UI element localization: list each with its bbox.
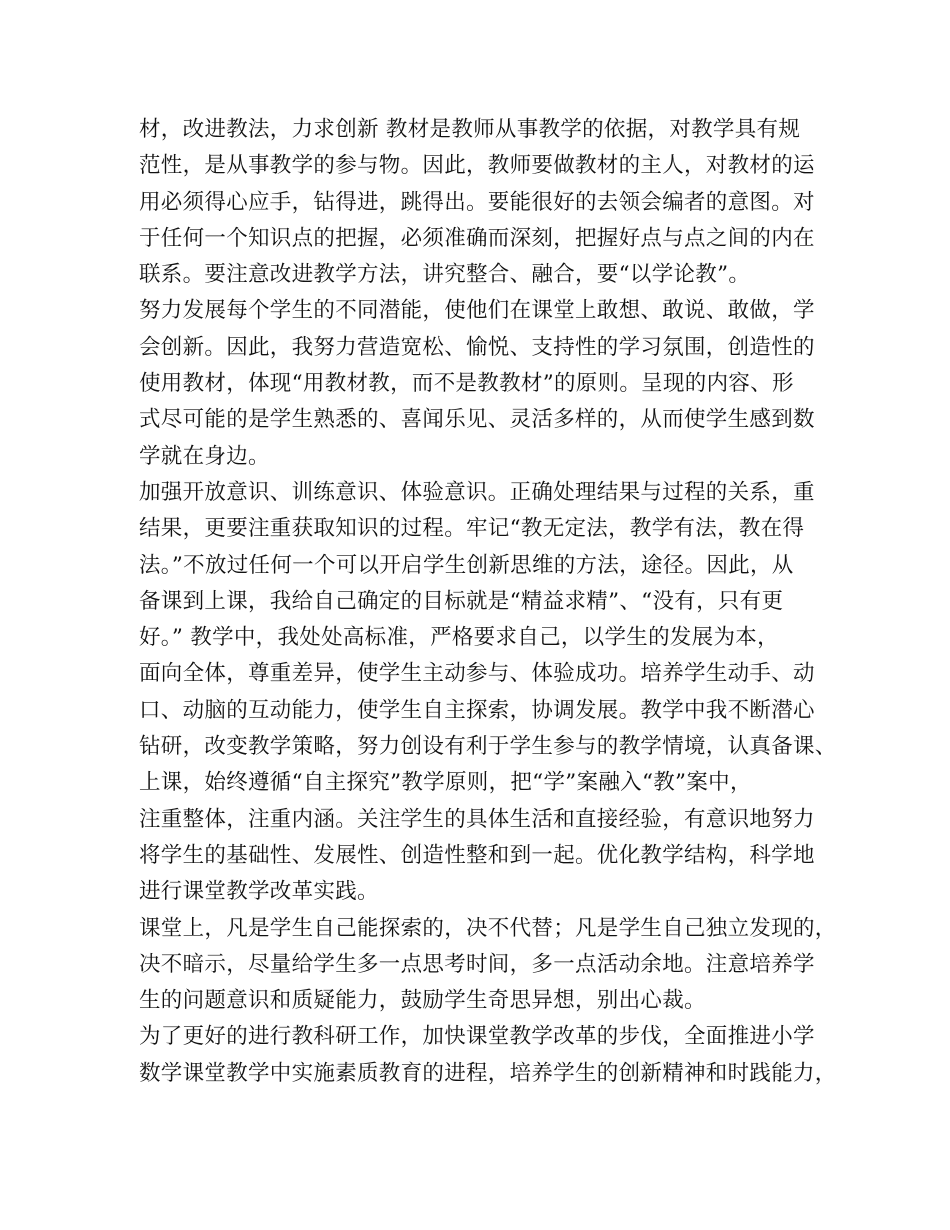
text-line: 式尽可能的是学生熟悉的、喜闻乐见、灵活多样的，从而使学生感到数 (139, 407, 815, 433)
text-line: 学就在身边。 (139, 443, 270, 469)
text-line: 好。” 教学中，我处处高标准，严格要求自己，以学生的发展为本， (139, 625, 779, 651)
paragraph (139, 112, 819, 293)
text-line: 数学课堂教学中实施素质教育的进程，培养学生的创新精神和时践能力， (139, 1060, 837, 1086)
text-line: 材，改进教法，力求创新 教材是教师从事教学的依据，对教学具有规 (139, 117, 801, 142)
text-line: 进行课堂教学改革实践。 (139, 879, 379, 905)
text-line: 生的问题意识和质疑能力，鼓励学生奇思异想，别出心裁。 (139, 988, 706, 1014)
text-line: 口、动脑的互动能力，使学生自主探索，协调发展。教学中我不断潜心 (139, 697, 815, 723)
text-line: 决不暗示，尽量给学生多一点思考时间，多一点活动余地。注意培养学 (139, 951, 815, 977)
text-line: 法。”不放过任何一个可以开启学生创新思维的方法，途径。因此，从 (139, 552, 794, 578)
text-line: 联系。要注意改进教学方法，讲究整合、融合，要“以学论教”。 (139, 262, 751, 288)
text-line: 面向全体，尊重差异，使学生主动参与、体验成功。培养学生动手、动 (139, 661, 815, 687)
paragraph (139, 475, 837, 911)
text-line: 努力发展每个学生的不同潜能，使他们在课堂上敢想、敢说、敢做，学 (139, 298, 815, 324)
text-line: 上课，始终遵循“自主探究”教学原则，把“学”案融入“教”案中， (139, 770, 752, 796)
text-line: 注重整体，注重内涵。关注学生的具体生活和直接经验，有意识地努力 (139, 806, 815, 832)
text-line: 钻研，改变教学策略，努力创设有利于学生参与的教学情境，认真备课、 (139, 734, 837, 760)
paragraph (139, 911, 837, 1020)
text-line: 备课到上课，我给自己确定的目标就是“精益求精”、“没有，只有更 (139, 588, 784, 614)
paragraph (139, 293, 819, 474)
text-line: 结果，更要注重获取知识的过程。牢记“教无定法，教学有法，教在得 (139, 516, 805, 542)
document-body (139, 112, 837, 1092)
text-line: 加强开放意识、训练意识、体验意识。正确处理结果与过程的关系，重 (139, 479, 815, 505)
paragraph (139, 1019, 837, 1092)
text-line: 于任何一个知识点的把握，必须准确而深刻，把握好点与点之间的内在 (139, 225, 815, 251)
text-line: 会创新。因此，我努力营造宽松、愉悦、支持性的学习氛围，创造性的 (139, 334, 815, 360)
text-line: 用必须得心应手，钻得进，跳得出。要能很好的去领会编者的意图。对 (139, 189, 815, 215)
text-line: 为了更好的进行教科研工作，加快课堂教学改革的步伐，全面推进小学 (139, 1024, 815, 1050)
text-line: 使用教材，体现“用教材教，而不是教教材”的原则。呈现的内容、形 (139, 371, 794, 397)
text-line: 范性，是从事教学的参与物。因此，教师要做教材的主人，对教材的运 (139, 153, 815, 179)
text-line: 课堂上，凡是学生自己能探索的，决不代替；凡是学生自己独立发现的， (139, 915, 837, 941)
text-line: 将学生的基础性、发展性、创造性整和到一起。优化教学结构，科学地 (139, 842, 815, 868)
